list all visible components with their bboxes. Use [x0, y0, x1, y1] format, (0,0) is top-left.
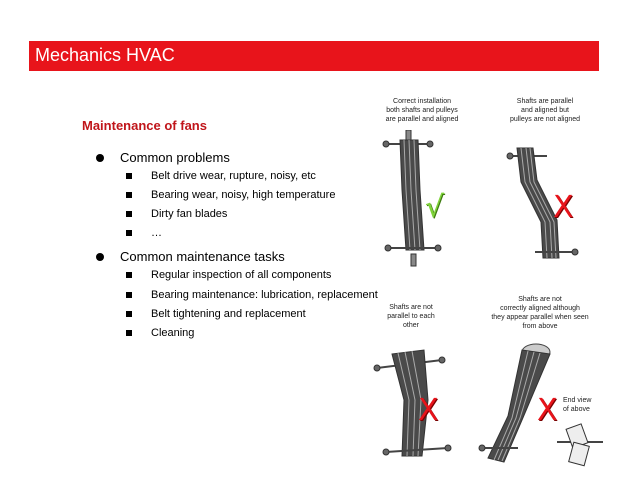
- cross-icon: X: [553, 190, 574, 225]
- list-item-text: Bearing maintenance: lubrication, replacement: [151, 289, 378, 301]
- caption-shafts-not-parallel: Shafts are not parallel to each other: [387, 304, 435, 329]
- belt-drive-shafts-not-parallel-diagram: [372, 340, 462, 470]
- square-bullet-icon: [126, 272, 132, 278]
- check-icon: √: [425, 190, 445, 225]
- bullet-dot-icon: [96, 253, 104, 261]
- caption-correct-installation: Correct installation both shafts and pulleys are parallel and aligned: [385, 98, 459, 123]
- bullet-label: Common problems: [120, 150, 230, 165]
- page-title: Mechanics HVAC: [35, 45, 175, 65]
- section-heading: Maintenance of fans: [82, 118, 207, 133]
- square-bullet-icon: [126, 311, 132, 317]
- title-bar: [29, 41, 599, 71]
- list-item-text: Dirty fan blades: [151, 208, 228, 220]
- list-item-text: …: [151, 227, 162, 239]
- list-item-text: Belt drive wear, rupture, noisy, etc: [151, 170, 316, 182]
- square-bullet-icon: [126, 292, 132, 298]
- caption-pulleys-not-aligned: Shafts are parallel and aligned but pulleys are not aligned: [509, 98, 581, 123]
- bullet-dot-icon: [96, 154, 104, 162]
- list-item-text: Regular inspection of all components: [151, 269, 332, 281]
- square-bullet-icon: [126, 173, 132, 179]
- list-item-text: Cleaning: [151, 327, 195, 339]
- caption-not-correctly-aligned: Shafts are not correctly aligned although they appear parallel when seen from above: [491, 296, 589, 330]
- square-bullet-icon: [126, 330, 132, 336]
- list-item-text: Bearing wear, noisy, high temperature: [151, 189, 336, 201]
- list-item-text: Belt tightening and replacement: [151, 308, 306, 320]
- square-bullet-icon: [126, 192, 132, 198]
- cross-icon: X: [418, 393, 439, 428]
- square-bullet-icon: [126, 211, 132, 217]
- square-bullet-icon: [126, 230, 132, 236]
- cross-icon: X: [537, 393, 558, 428]
- end-view-diagram: [555, 420, 605, 470]
- bullet-label: Common maintenance tasks: [120, 249, 285, 264]
- caption-end-view: End view of above: [563, 397, 592, 413]
